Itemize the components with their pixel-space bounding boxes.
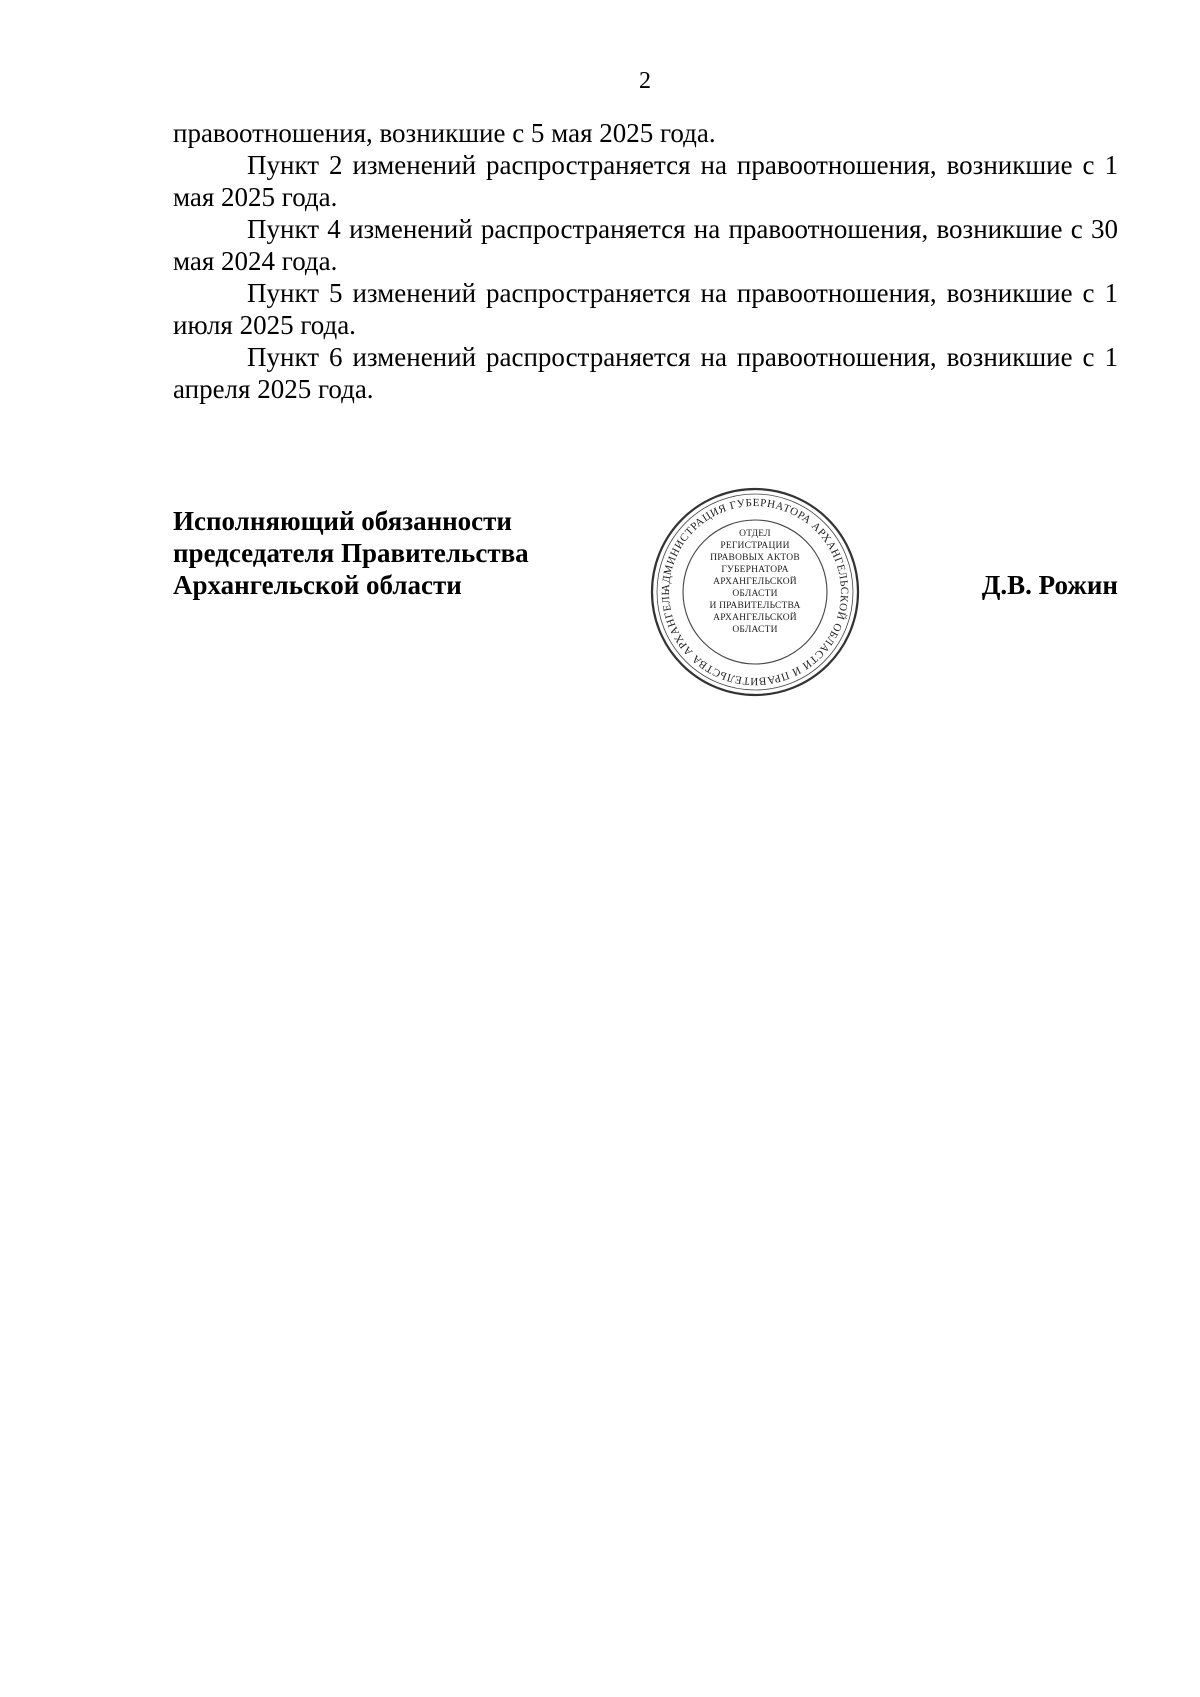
signer-position-line: председателя Правительства bbox=[173, 538, 529, 568]
signer-position-line: Архангельской области bbox=[173, 570, 462, 600]
seal-line: АРХАНГЕЛЬСКОЙ bbox=[713, 613, 797, 623]
seal-ring-text: АДМИНИСТРАЦИЯ ГУБЕРНАТОРА АРХАНГЕЛЬСКОЙ ОБЛАСТИ И ПРАВИТЕЛЬСТВА АРХАНГЕЛЬ bbox=[659, 496, 851, 688]
seal-line: ГУБЕРНАТОРА bbox=[721, 565, 789, 575]
seal-line: ОТДЕЛ bbox=[739, 529, 771, 539]
paragraph: Пункт 6 изменений распространяется на правоотношения, возникшие с 1 апреля 2025 года. bbox=[173, 342, 1118, 404]
seal-line: ОБЛАСТИ bbox=[732, 625, 778, 635]
paragraph: Пункт 2 изменений распространяется на правоотношения, возникшие с 1 мая 2025 года. bbox=[173, 150, 1118, 212]
seal-line: ПРАВОВЫХ АКТОВ bbox=[710, 553, 800, 563]
seal-line: И ПРАВИТЕЛЬСТВА bbox=[709, 601, 801, 611]
body-text bbox=[173, 117, 1118, 405]
signer-position bbox=[173, 505, 529, 601]
paragraph: Пункт 5 изменений распространяется на правоотношения, возникшие с 1 июля 2025 года. bbox=[173, 278, 1118, 340]
seal-line: ОБЛАСТИ bbox=[732, 589, 778, 599]
seal-center-text bbox=[689, 528, 821, 636]
page-number: 2 bbox=[639, 68, 651, 94]
seal-line: РЕГИСТРАЦИИ bbox=[720, 541, 790, 551]
official-seal-stamp bbox=[649, 486, 861, 698]
seal-line: АРХАНГЕЛЬСКОЙ bbox=[713, 577, 797, 587]
signer-position-line: Исполняющий обязанности bbox=[173, 506, 512, 536]
paragraph: правоотношения, возникшие с 5 мая 2025 года. bbox=[173, 118, 716, 148]
signer-name: Д.В. Рожин bbox=[981, 570, 1118, 600]
paragraph: Пункт 4 изменений распространяется на правоотношения, возникшие с 30 мая 2024 года. bbox=[173, 214, 1118, 276]
signature-block bbox=[173, 496, 1118, 705]
